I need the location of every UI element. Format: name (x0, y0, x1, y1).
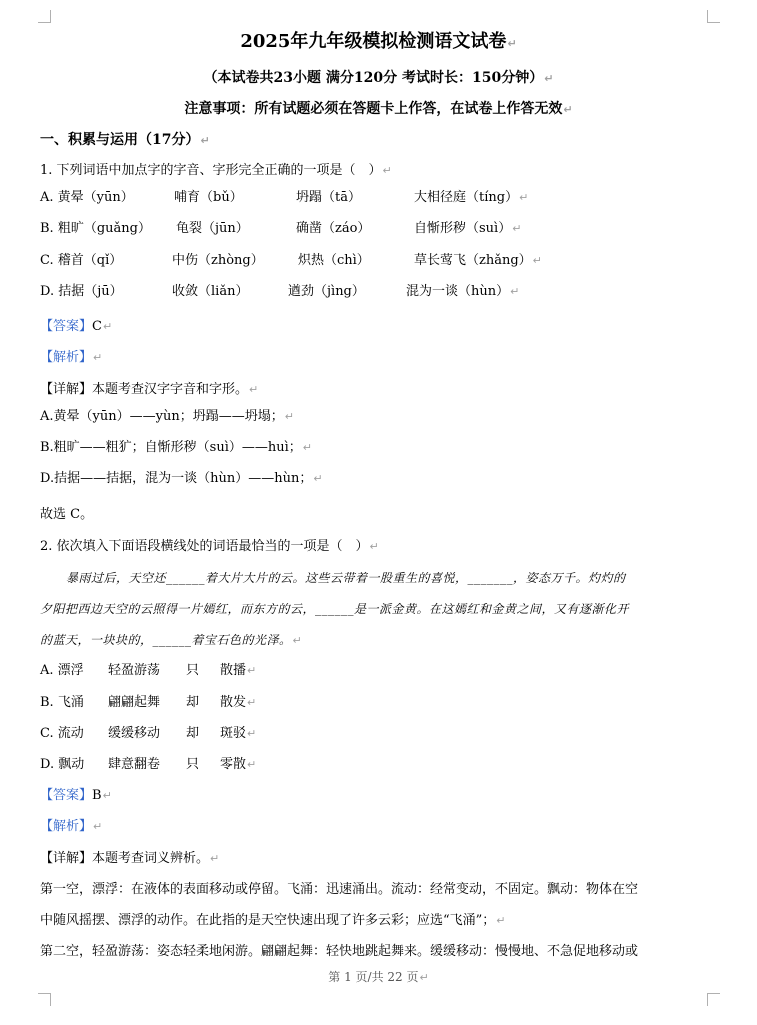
option-cell: 草长莺飞（zhǎng） (414, 253, 532, 268)
q2-option-b: B. 飞涌 翩翩起舞 却 散发↵ (40, 695, 257, 710)
option-cell: A. 黄晕（yūn） (40, 190, 134, 205)
option-cell: 遒劲（jìng） (288, 284, 365, 299)
q2-option-a: A. 漂浮 轻盈游荡 只 散播↵ (40, 663, 257, 678)
option-cell: 混为一谈（hùn） (406, 284, 510, 299)
option-cell: 大相径庭（tíng） (414, 190, 519, 205)
q2-detail-line-3: 第二空，轻盈游荡：姿态轻柔地闲游。翩翩起舞：轻快地跳起舞来。缓缓移动：慢慢地、不急促地移动或 (40, 944, 639, 959)
option-cell: 散播 (220, 663, 247, 678)
option-cell: C. 稽首（qǐ） (40, 253, 123, 268)
corner-mark-bottom-right (707, 993, 720, 1006)
option-cell: 却 (186, 726, 200, 741)
q2-stem: 2. 依次填入下面语段横线处的词语最恰当的一项是（ ）↵ (40, 539, 379, 554)
option-cell: C. 流动 (40, 726, 84, 741)
q2-answer: 【答案】B↵ (40, 788, 112, 803)
q2-option-d: D. 飘动 肆意翻卷 只 零散↵ (40, 757, 257, 772)
option-cell: 轻盈游荡 (108, 663, 161, 678)
q1-option-b: B. 粗旷（guǎng） 龟裂（jūn） 确凿（záo） 自惭形秽（suì）↵ (40, 221, 522, 236)
detail-tag: 【详解】 (40, 851, 93, 866)
option-cell: 只 (186, 757, 200, 772)
option-cell: D. 飘动 (40, 757, 85, 772)
page-footer: 第 1 页/共 22 页↵ (328, 970, 429, 984)
option-cell: 翩翩起舞 (108, 695, 161, 710)
q1-option-a: A. 黄晕（yūn） 哺育（bǔ） 坍蹋（tā） 大相径庭（tíng）↵ (40, 190, 529, 205)
answer-tag: 【答案】 (40, 788, 93, 803)
option-cell: 确凿（záo） (296, 221, 371, 236)
q2-detail-line-2: 中随风摇摆、漂浮的动作。在此指的是天空快速出现了许多云彩；应选“飞涌”；↵ (40, 913, 506, 928)
q2-detail: 【详解】本题考查词义辨析。↵ (40, 851, 220, 866)
option-cell: 却 (186, 695, 200, 710)
section-heading: 一、积累与运用（17分）↵ (40, 132, 210, 148)
corner-mark-top-right (707, 10, 720, 23)
analysis-tag: 【解析】 (40, 350, 93, 365)
q2-passage-line-2: 夕阳把西边天空的云照得一片嫣红，而东方的云，______是一派金黄。在这嫣红和金黄之间，又有逐渐化开 (40, 602, 630, 616)
q1-answer: 【答案】C↵ (40, 319, 113, 334)
q1-detail-line-d: D.拮据——拮据，混为一谈（hùn）——hùn；↵ (40, 471, 323, 486)
option-cell: 自惭形秽（suì） (414, 221, 512, 236)
option-cell: 龟裂（jūn） (176, 221, 249, 236)
option-cell: B. 飞涌 (40, 695, 84, 710)
corner-mark-top-left (38, 10, 51, 23)
analysis-tag: 【解析】 (40, 819, 93, 834)
corner-mark-bottom-left (38, 993, 51, 1006)
option-cell: 只 (186, 663, 200, 678)
q2-passage-line-3: 的蓝天，一块块的，______着宝石色的光泽。↵ (40, 633, 303, 647)
q2-detail-line-1: 第一空，漂浮：在液体的表面移动或停留。飞涌：迅速涌出。流动：经常变动，不固定。飘动：物体在空 (40, 882, 639, 897)
q1-analysis: 【解析】↵ (40, 350, 103, 365)
q2-option-c: C. 流动 缓缓移动 却 斑驳↵ (40, 726, 257, 741)
q2-passage-line-1: 暴雨过后，天空还______着大片大片的云。这些云带着一股重生的喜悦，_______，姿态万千。灼灼的 (66, 571, 626, 585)
exam-title: 2025年九年级模拟检测语文试卷↵ (240, 31, 517, 52)
answer-tag: 【答案】 (40, 319, 93, 334)
q1-option-d: D. 拮据（jū） 收敛（liǎn） 遒劲（jìng） 混为一谈（hùn）↵ (40, 284, 520, 299)
option-cell: 坍蹋（tā） (296, 190, 361, 205)
option-cell: B. 粗旷（guǎng） (40, 221, 151, 236)
detail-tag: 【详解】 (40, 382, 93, 397)
q1-detail: 【详解】本题考查汉字字音和字形。↵ (40, 382, 259, 397)
option-cell: D. 拮据（jū） (40, 284, 123, 299)
option-cell: 零散 (220, 757, 247, 772)
q2-analysis: 【解析】↵ (40, 819, 103, 834)
option-cell: 散发 (220, 695, 247, 710)
option-cell: 中伤（zhòng） (172, 253, 264, 268)
q1-detail-line-b: B.粗旷——粗犷；自惭形秽（suì）——huì；↵ (40, 440, 313, 455)
option-cell: 斑驳 (220, 726, 247, 741)
option-cell: A. 漂浮 (40, 663, 84, 678)
option-cell: 肆意翻卷 (108, 757, 161, 772)
exam-notice: 注意事项：所有试题必须在答题卡上作答，在试卷上作答无效↵ (184, 101, 573, 117)
q1-conclusion: 故选 C。 (40, 507, 94, 522)
option-cell: 缓缓移动 (108, 726, 161, 741)
option-cell: 炽热（chì） (298, 253, 370, 268)
option-cell: 哺育（bǔ） (174, 190, 243, 205)
option-cell: 收敛（liǎn） (172, 284, 249, 299)
exam-subtitle: （本试卷共23小题 满分120分 考试时长：150分钟）↵ (203, 70, 554, 86)
q1-option-c: C. 稽首（qǐ） 中伤（zhòng） 炽热（chì） 草长莺飞（zhǎng）↵ (40, 253, 542, 268)
q1-stem: 1. 下列词语中加点字的字音、字形完全正确的一项是（ ）↵ (40, 163, 392, 178)
q1-detail-line-a: A.黄晕（yūn）——yùn；坍蹋——坍塌；↵ (40, 409, 294, 424)
